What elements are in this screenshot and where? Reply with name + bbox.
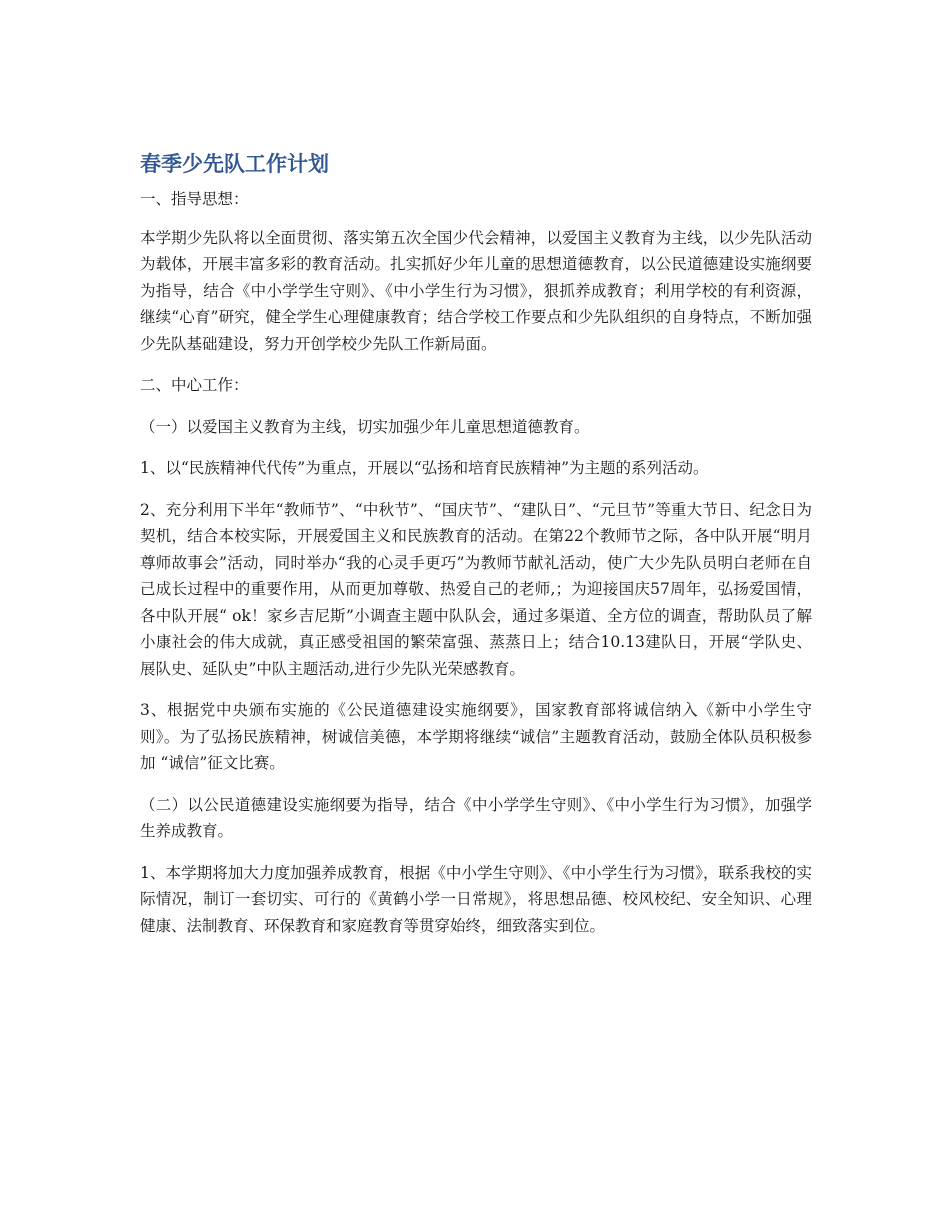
list-item: 1、以“民族精神代代传”为重点，开展以“弘扬和培育民族精神”为主题的系列活动。 [140, 459, 709, 477]
section-heading-guiding-ideology: 一、指导思想： [140, 190, 249, 208]
subsection-heading-habit-education: （二）以公民道德建设实施纲要为指导，结合《中小学学生守则》、《中小学生行为习惯》，加强学生养成教育。 [140, 795, 812, 840]
subsection-heading-patriotic-education: （一）以爱国主义教育为主线，切实加强少年儿童思想道德教育。 [140, 417, 590, 436]
list-item: 2、充分利用下半年“教师节”、“中秋节”、“国庆节”、“建队日”、“元旦节”等重大节日、纪念日为契机，结合本校实际，开展爱国主义和民族教育的活动。在第22个教师节之际，各中队开展“明月尊师故事会”活动，同时举办“我的心灵手更巧”为教师节献礼活动，使广大少先队员明白老师在自己成长过程中的重要作用，从而更加尊敬、热爱自己的老师,；为迎接国庆57周年，弘扬爱国情，各中队开展“ ok！家乡吉尼斯”小调查主题中队队会，通过多渠道、全方位的调查，帮助队员了解小康社会的伟大成就，真正感受祖国的繁荣富强、蒸蒸日上；结合10.13建队日，开展“学队史、展队史、延队史”中队主题活动,进行少先队光荣感教育。 [140, 500, 812, 678]
document-page [140, 148, 812, 954]
list-item: 3、根据党中央颁布实施的《公民道德建设实施纲要》，国家教育部将诚信纳入《新中小学生守则》。为了弘扬民族精神，树诚信美德，本学期将继续“诚信”主题教育活动，鼓励全体队员积极参加 “诚信”征文比赛。 [140, 701, 812, 772]
list-item: 1、本学期将加大力度加强养成教育，根据《中小学生守则》、《中小学生行为习惯》，联系我校的实际情况，制订一套切实、可行的《黄鹤小学一日常规》，将思想品德、校风校纪、安全知识、心理健康、法制教育、环保教育和家庭教育等贯穿始终，细致落实到位。 [140, 863, 812, 935]
section-heading-core-work: 二、中心工作： [140, 376, 249, 394]
document-title: 春季少先队工作计划 [140, 152, 329, 176]
section-body-guiding-ideology: 本学期少先队将以全面贯彻、落实第五次全国少代会精神，以爱国主义教育为主线，以少先队活动为载体，开展丰富多彩的教育活动。扎实抓好少年儿童的思想道德教育，以公民道德建设实施纲要为指导，结合《中小学学生守则》、《中小学生行为习惯》，狠抓养成教育；利用学校的有利资源，继续“心育”研究，健全学生心理健康教育；结合学校工作要点和少先队组织的自身特点，不断加强少先队基础建设，努力开创学校少先队工作新局面。 [140, 228, 812, 353]
